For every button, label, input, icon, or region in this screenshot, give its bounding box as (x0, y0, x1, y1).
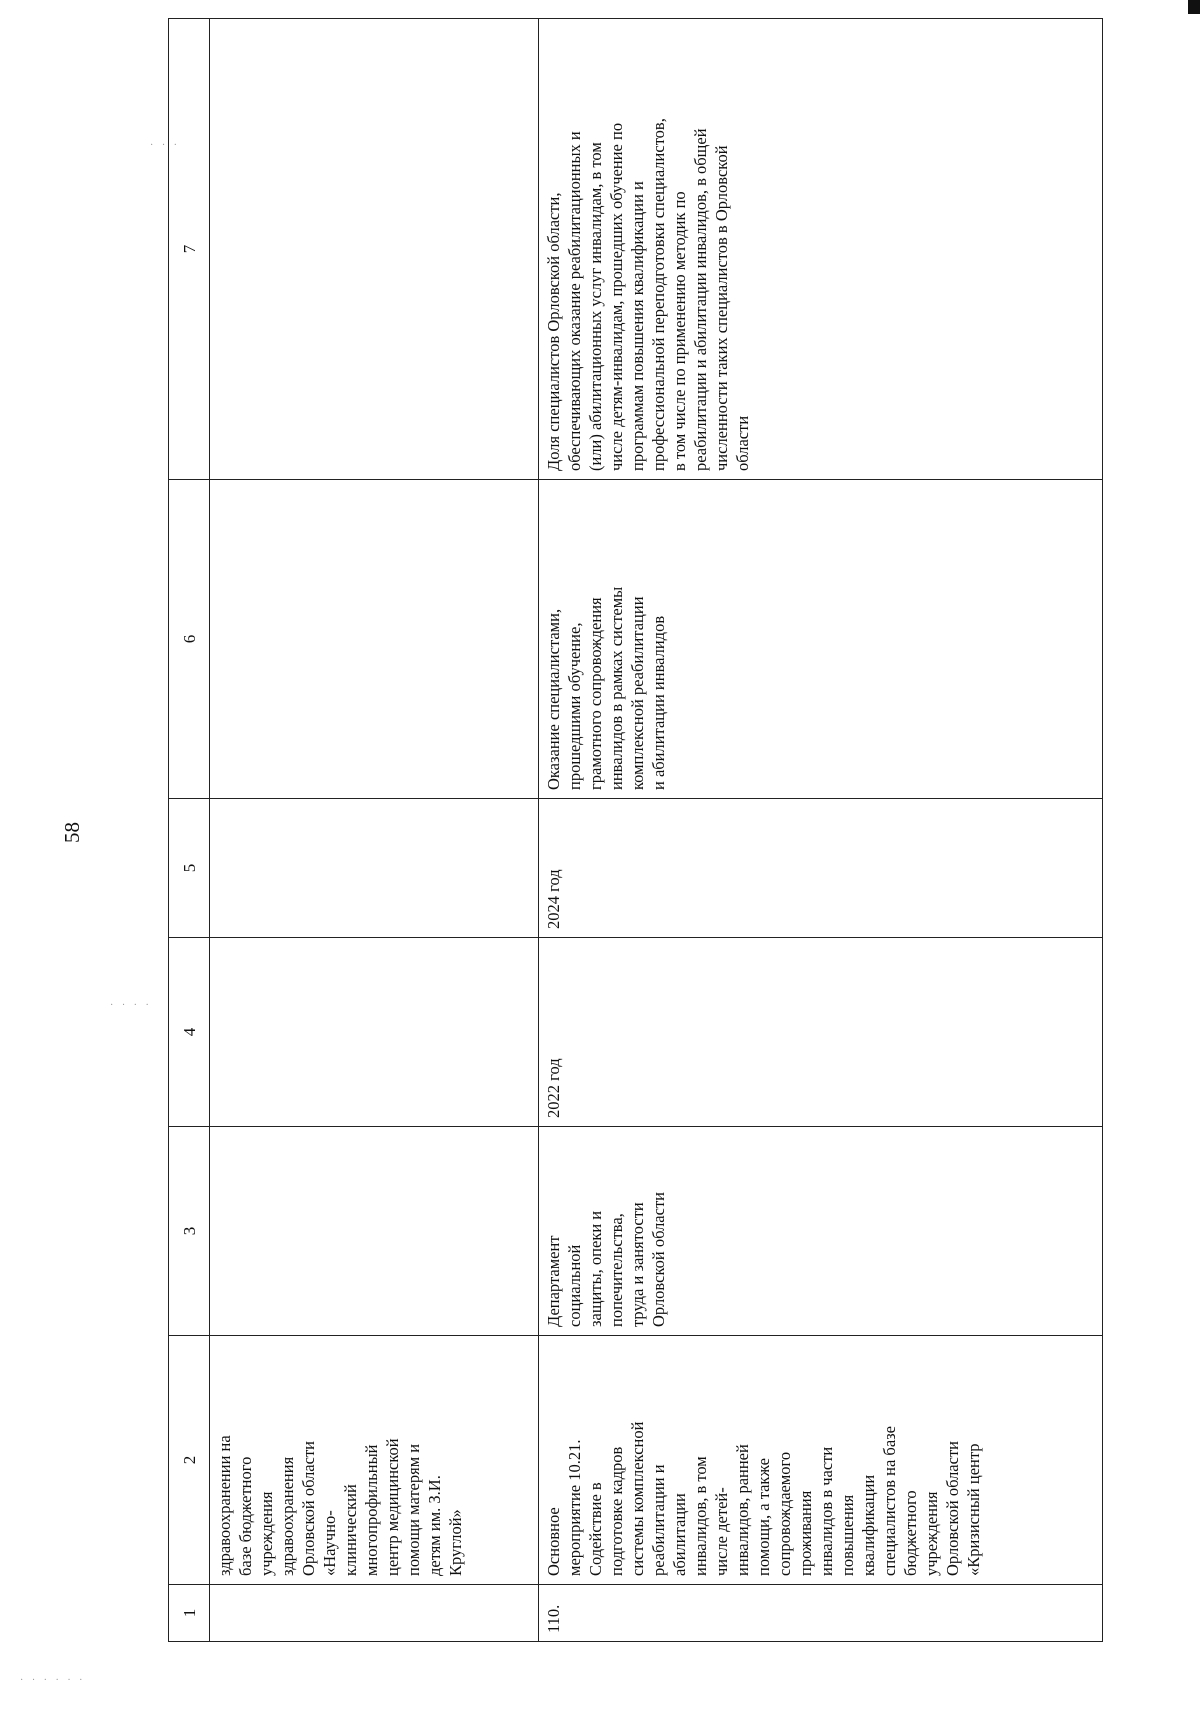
scan-noise: · · · · (110, 1000, 152, 1011)
end-year-cell: 2024 год (539, 799, 1103, 938)
indicator-cell (210, 19, 539, 480)
executor-cell: Департамент социальной защиты, опеки и попечительства, труда и занятости Орловской области (539, 1127, 1103, 1336)
header-cell-7: 7 (169, 19, 210, 480)
start-year-cell: 2022 год (539, 938, 1103, 1127)
event-cell: Основное мероприятие 10.21. Содействие в подготовке кадров системы комплексной реабилитации и абилитации инвалидов, в том числе детей- инвалидов, ранней помощи, а также сопровождаемого проживания инвалидов в части повышения квалификации специалистов на базе бюджетного учреждения Орловской области «Кризисный центр (539, 1336, 1103, 1585)
scan-noise: · · · · · · (20, 1675, 86, 1686)
header-cell-2: 2 (169, 1336, 210, 1585)
table-row (210, 19, 539, 1642)
header-row (169, 19, 210, 1642)
header-cell-4: 4 (169, 938, 210, 1127)
result-cell: Оказание специалистами, прошедшими обучение, грамотного сопровождения инвалидов в рамках системы комплексной реабилитации и абилитации инвалидов (539, 480, 1103, 799)
rotated-table-wrapper (168, 82, 1103, 1642)
measures-table (168, 18, 1103, 1642)
row-number-cell: 110. (539, 1585, 1103, 1642)
table-row (539, 19, 1103, 1642)
scan-corner-mark (1188, 0, 1200, 14)
header-cell-6: 6 (169, 480, 210, 799)
event-cell: здравоохранении на базе бюджетного учреждения здравоохранения Орловской области «Научно- клинический многопрофильный центр медицинской помощи матерям и детям им. З.И. Круглой» (210, 1336, 539, 1585)
start-year-cell (210, 938, 539, 1127)
end-year-cell (210, 799, 539, 938)
indicator-cell: Доля специалистов Орловской области, обеспечивающих оказание реабилитационных и (или) абилитационных услуг инвалидам, в том числе детям-инвалидам, прошедших обучение по программам повышения квалификации и профессиональной переподготовки специалистов, в том числе по применению методик по реабилитации и абилитации инвалидов, в общей численности таких специалистов в Орловской области (539, 19, 1103, 480)
scan-noise: · · · (150, 140, 180, 151)
page-number: 58 (60, 822, 84, 843)
executor-cell (210, 1127, 539, 1336)
row-number-cell (210, 1585, 539, 1642)
header-cell-1: 1 (169, 1585, 210, 1642)
header-cell-3: 3 (169, 1127, 210, 1336)
result-cell (210, 480, 539, 799)
header-cell-5: 5 (169, 799, 210, 938)
